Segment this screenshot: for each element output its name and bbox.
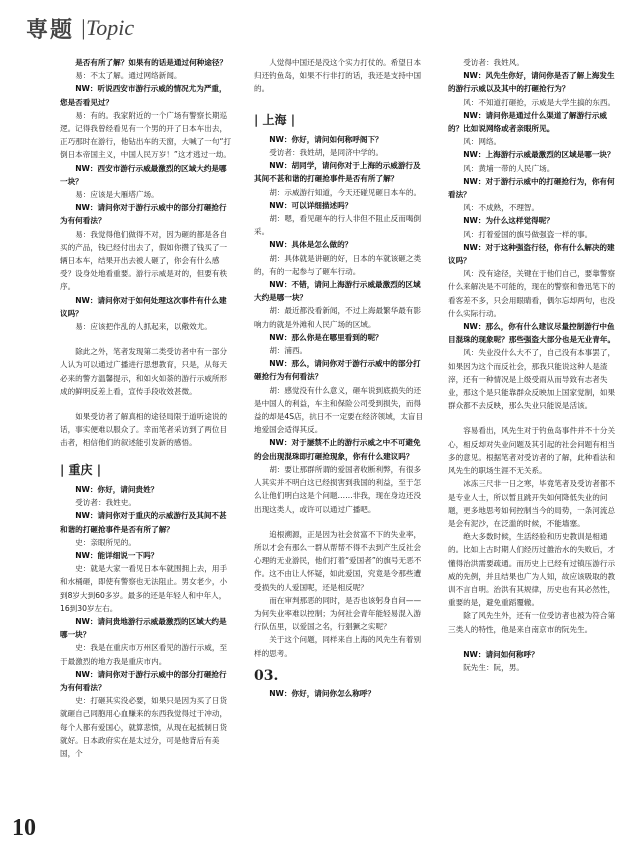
col1-block-a <box>60 56 234 333</box>
text-paragraph: 史：就是大家一看见日本车就围拥上去，用手和水桶砸，即使有警察也无法阻止。男女老少，小到8岁大到60多岁。最多的还是年轻人和中年人，16到30岁左右。 <box>60 564 228 613</box>
question-paragraph: NW：不错，请问上海游行示威最激烈的区域大约是哪一块？ <box>254 280 421 303</box>
text-paragraph: 胡：嗯，看见砸车的行人非但不阻止反而喝倒采。 <box>254 214 422 237</box>
page-number: 10 <box>12 815 36 841</box>
col1-block-d <box>60 483 234 760</box>
question-paragraph: NW：请问你是通过什么渠道了解游行示威的？比如说网络或者亲眼所见。 <box>448 110 608 134</box>
col3-block-a <box>448 56 622 412</box>
text-paragraph: 受访者：我姓风。 <box>463 58 524 67</box>
question-paragraph: NW：请问你对于游行示威中的部分打砸抢行为有何看法？ <box>60 203 227 226</box>
question-paragraph: NW：西安市游行示威最激烈的区域大约是哪一块？ <box>60 163 227 186</box>
text-paragraph: 胡：感觉没有什么意义，砸车说到底损失的还是中国人的利益，车主和保险公司受到损失，而得益的却是4S店，抗日不一定要在经济领域，太盲目地爱国会适得其反。 <box>254 385 424 435</box>
question-paragraph: 是否有所了解？如果有的话是通过何种途径？ <box>75 58 228 67</box>
text-paragraph: 易：有的。我家附近的一个广场有警察长期巡逻。记得我曾经看见有一个男的开了日本车出去，正巧那时在游行，他钻出车的天窗，大喊了一句“打倒日本帝国主义，中国人民万岁！”这才逃过一劫。 <box>60 110 231 160</box>
text-paragraph: 易：不太了解。通过网络新闻。 <box>75 71 182 81</box>
text-paragraph: 史：亲眼所见的。 <box>75 537 136 547</box>
col3-block-b <box>448 424 622 635</box>
text-paragraph: 容易看出，风先生对于钓鱼岛事件并不十分关心，相反却对失业问题及其引起的社会问题有相当多的意见。根据笔者对受访者的了解，此种看法和风先生的职场生涯不无关系。 <box>448 426 616 476</box>
text-paragraph: 易：我觉得他们做得不对，因为砸的都是各自买的产品，钱已经付出去了，假如你攒了钱买了一辆日本车，结果开出去被人砸了，你会有什么感受？设身处地看重要。游行示威是对的，但要有秩序。 <box>60 229 228 292</box>
question-paragraph: NW：那么，你有什么建议尽量控制游行中鱼目混珠的现象呢？那些强盗大部分也是无业青年。 <box>448 322 616 345</box>
text-paragraph: 受访者：我姓胡，是同济中学的。 <box>269 148 384 158</box>
column-1 <box>60 56 234 760</box>
question-paragraph: NW：为什么这样觉得呢？ <box>463 216 554 226</box>
text-paragraph: 风：失业没什么大不了，自己没有本事罢了，如果因为这个而反社会，那我只能说这种人是渣滓，还有一种情况是上级受雨从而导致有志者失业，那这个是只能靠群众反映加上国家觉制，如果群众都不去反映，那么失业只能说是活该。 <box>448 348 616 411</box>
text-paragraph: 风：不知道打砸抢，示威是大学生搞的东西。 <box>463 97 616 107</box>
text-paragraph: 风：网络。 <box>463 137 502 147</box>
text-paragraph: 冰冻三尺非一日之寒，毕竟笔者及受访者都不是专业人士，所以暂且跳开失如何降低失业的问题，更多地思考如何控制当今的局势，一条河流总是会有泥沙，在泛滥的时候，不能墙塞。 <box>448 479 616 528</box>
question-paragraph: NW：风先生你好，请问你是否了解上海发生的游行示威以及其中的打砸抢行为？ <box>448 71 615 94</box>
question-paragraph: NW：对于游行示威中的打砸抢行为，你有何看法？ <box>448 176 615 200</box>
text-paragraph: 风：没有途径，关键在于他们自己，要靠警察什么来解决是不可能的，现在的警察和鲁迅笔下的看客差不多，只会用眼睛看，偶尔忘却两句，也没什么实际行动。 <box>448 269 616 318</box>
question-paragraph: NW：具体是怎么做的？ <box>269 240 353 250</box>
text-paragraph: 易：应该是大雁塔广场。 <box>75 190 159 200</box>
text-paragraph: 史：我是在重庆市万州区看见的游行示威，至于最激烈的地方我是重庆市内。 <box>60 643 228 666</box>
question-paragraph: NW：听说西安市游行示威的情况尤为严重，您是否看见过？ <box>60 84 227 107</box>
col2-block-a <box>254 56 428 96</box>
header-title-en: |Topic <box>80 15 135 40</box>
text-paragraph: 胡：示威游行知道，今天还碰见砸日本车的。 <box>269 187 422 197</box>
question-paragraph: NW：请问你对于如何处理这次事件有什么建议吗？ <box>60 295 227 318</box>
text-paragraph: 胡：具体就是讲砸的好，日本的车就该砸之类的，有的一起参与了砸车行动。 <box>254 253 422 276</box>
text-paragraph: 胡：要让那群所谓的爱国者收断利弊，有很多人其实并不明白这已经损害到我国的利益，至于怎么让他们明白这是个问题……非我，现在身边还没出现这类人，或许可以通过广播吧。 <box>254 464 422 514</box>
question-paragraph: NW：请问贵地游行示威最激烈的区域大约是哪一块？ <box>60 616 227 640</box>
text-paragraph: 绝大多数时候，生活经验和历史教训是相通的。比如上古时期人们经历过雒治水的失败后，才懂得治洪需要疏通。而历史上已经有过镇压游行示威的先例，并且结果也广为人知，故应该吸取的教训不言自明。治洪有其规律，历史也有其必然性，重要的是，避免重蹈覆辙。 <box>448 532 616 608</box>
col3-block-c <box>448 648 622 674</box>
question-paragraph: NW：胡同学，请问你对于上海的示威游行及其间不甚和谐的打砸抢事件是否有所了解？ <box>254 161 421 184</box>
question-paragraph: NW：那么，请问你对于游行示威中的部分打砸抢行为有何看法？ <box>254 359 421 382</box>
section-header <box>26 8 134 48</box>
col2-block-b <box>254 133 428 516</box>
question-paragraph: NW：请问如何称呼？ <box>463 649 539 659</box>
col2-block-d <box>254 687 428 700</box>
question-paragraph: NW：对于屡禁不止的游行示威之中不可避免的会出现混珠即打砸抢现象，你有什么建议吗？ <box>254 438 421 461</box>
col1-block-b <box>60 345 234 398</box>
text-paragraph: 追根溯源，正是因为社会贫富不下的失业率，所以才会有那么一群从帮帮不得不去到产生反社会心理的无业游民，他们打着“爱国者”的旗号无恶不作。这不由让人怀疑，如此爱国，究竟是令那些遭受损失的人爱国呢，还是相反呢？ <box>254 529 422 592</box>
section-title-chongqing: | 重庆 | <box>60 462 102 477</box>
question-paragraph: NW：能详细说一下吗？ <box>75 550 159 560</box>
text-paragraph: 人觉得中国还是没这个实力打仗的。希望日本归还钓鱼岛，如果不行非打的话，我还是支持中国的。 <box>254 58 422 94</box>
question-paragraph: NW：请问你对于重庆的示威游行及其间不甚和谐的打砸抢事件是否有所了解？ <box>60 511 227 534</box>
text-paragraph: 除了风先生外，还有一位受访者也被为符合第三类人的特性，他是来自南京市的阮先生。 <box>448 611 616 634</box>
text-paragraph: 风：不成熟，不理智。 <box>463 203 540 213</box>
text-paragraph: 风：打着爱国的旗号做强盗一样的事。 <box>463 229 593 239</box>
text-paragraph: 关于这个问题，同样来自上海的风先生有着别样的思考。 <box>254 635 422 658</box>
text-paragraph: 如果受访者了解真相的途径局限于道听途说的话，事实便难以服众了。幸而笔者采访到了两位目击者，相信他们的叙述能引发新的感悟。 <box>60 412 228 448</box>
section-title-03: 03. <box>254 667 279 684</box>
text-paragraph: 除此之外，笔者发现第二类受访者中有一部分人认为可以通过广播进行思想教育，只是，从每天必来的警方温馨提示，和如火如荼的游行示威所形成的鲜明反差上看，宣传手段收效甚微。 <box>60 347 228 396</box>
text-paragraph: 胡：最近都没看新闻，不过上海最繁华最有影响力的就是外滩和人民广场的区域。 <box>254 306 422 329</box>
header-title-zh: 専题 <box>26 16 75 43</box>
question-paragraph: NW：你好，请问贵姓？ <box>75 484 159 494</box>
text-paragraph: 史：打砸其实没必要，如果只是因为买了日货就砸自己同胞用心血赚来的东西我觉得过于冲动，每个人都有爱国心，就算悲愤，从现在起抵制日货就好。日本政府实在是太过分，可是他背后有美国，个 <box>60 696 228 758</box>
section-title-shanghai: | 上海 | <box>254 112 296 127</box>
col2-block-c <box>254 528 428 660</box>
question-paragraph: NW：对于这种强盗行径，你有什么解决的建议吗？ <box>448 242 615 266</box>
text-paragraph: 受访者：我姓史。 <box>75 498 136 508</box>
question-paragraph: NW：上海游行示威最激烈的区域是哪一块？ <box>463 150 615 160</box>
text-paragraph: 胡：浦西。 <box>269 346 308 356</box>
text-paragraph: 阮先生：阮，男。 <box>463 662 524 672</box>
question-paragraph: NW：那么你是在哪里看到的呢？ <box>269 332 383 342</box>
text-paragraph: 风：黄埔一带的人民广场。 <box>463 163 555 173</box>
column-2 <box>254 56 428 700</box>
text-paragraph: 而在审判那恶的同时，是否也该躬身自问——为何失业率难以控制；为何社会青年能轻易混入游行队伍里，以爱国之名，行猖獗之实呢？ <box>254 595 422 632</box>
col1-block-c <box>60 410 234 450</box>
question-paragraph: NW：你好，请问你怎么称呼？ <box>269 688 376 698</box>
question-paragraph: NW：你好，请问如何称呼阁下？ <box>269 134 383 144</box>
text-paragraph: 易：应该把作乱的人抓起来，以儆效尤。 <box>75 322 212 332</box>
question-paragraph: NW：请问你对于游行示威中的部分打砸抢行为有何看法？ <box>60 669 227 692</box>
question-paragraph: NW：可以详细描述吗？ <box>269 200 353 210</box>
column-3 <box>448 56 622 674</box>
